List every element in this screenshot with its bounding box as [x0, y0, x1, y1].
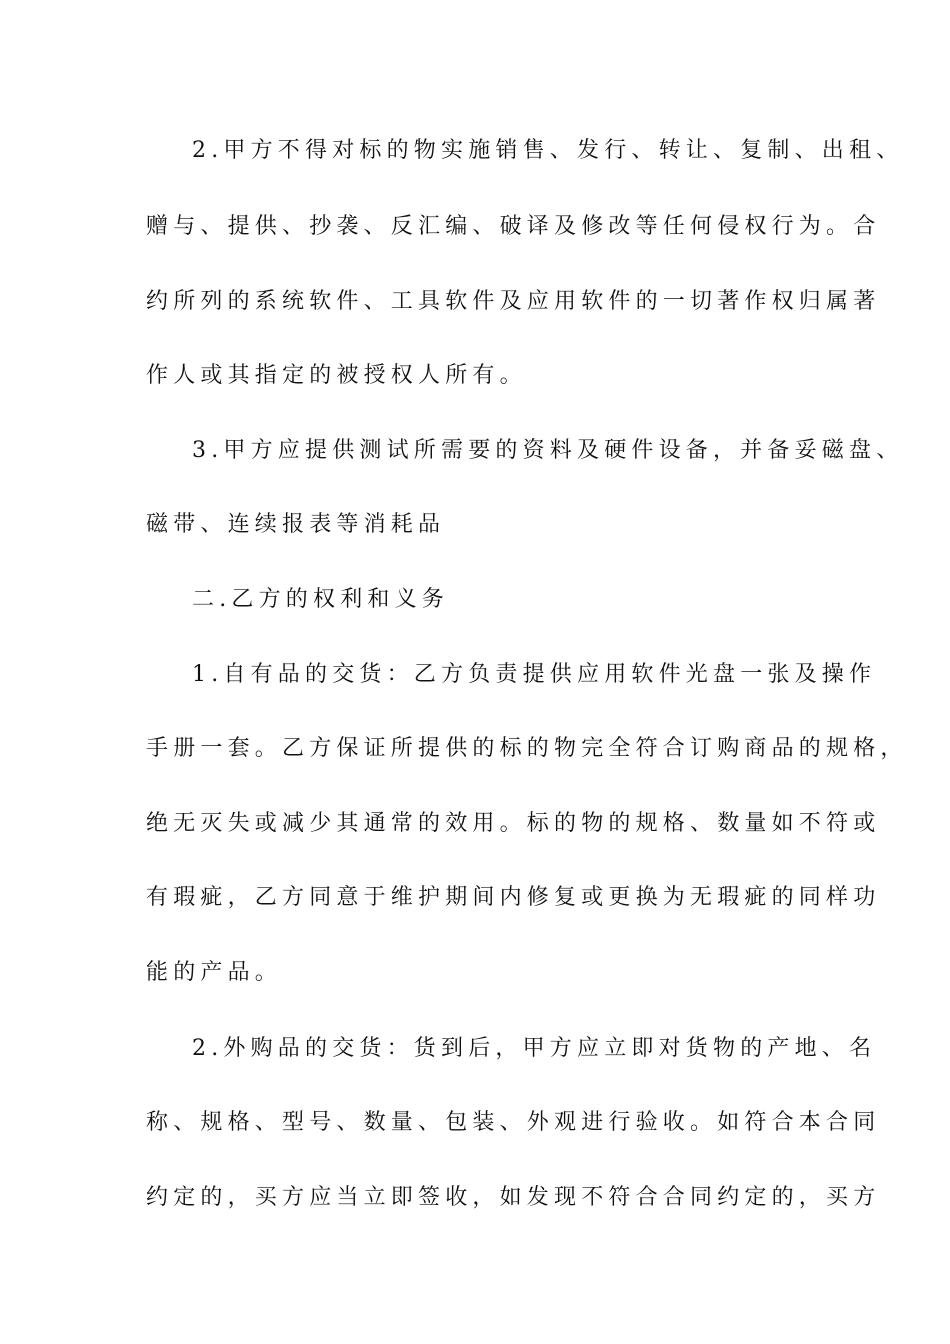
text-line: 绝无灭失或减少其通常的效用。标的物的规格、数量如不符或 — [146, 811, 881, 836]
text-line: 2.甲方不得对标的物实施销售、发行、转让、复制、出租、 — [192, 138, 904, 163]
text-line: 1.自有品的交货：乙方负责提供应用软件光盘一张及操作 — [192, 662, 877, 687]
text-line: 磁带、连续报表等消耗品 — [146, 512, 446, 537]
text-line: 称、规格、型号、数量、包装、外观进行验收。如符合本合同 — [146, 1110, 881, 1135]
text-line: 手册一套。乙方保证所提供的标的物完全符合订购商品的规格， — [146, 736, 908, 761]
text-line: 3.甲方应提供测试所需要的资料及硬件设备，并备妥磁盘、 — [192, 438, 904, 463]
text-line: 约定的，买方应当立即签收，如发现不符合合同约定的，买方 — [146, 1185, 881, 1210]
text-line: 作人或其指定的被授权人所有。 — [146, 363, 527, 388]
text-line: 有瑕疵，乙方同意于维护期间内修复或更换为无瑕疵的同样功 — [146, 885, 881, 910]
text-line: 赠与、提供、抄袭、反汇编、破译及修改等任何侵权行为。合 — [146, 214, 881, 239]
section-heading: 二.乙方的权利和义务 — [192, 587, 449, 612]
text-line: 能的产品。 — [146, 960, 283, 985]
text-line: 2.外购品的交货：货到后，甲方应立即对货物的产地、名 — [192, 1036, 877, 1061]
text-line: 约所列的系统软件、工具软件及应用软件的一切著作权归属著 — [146, 289, 881, 314]
